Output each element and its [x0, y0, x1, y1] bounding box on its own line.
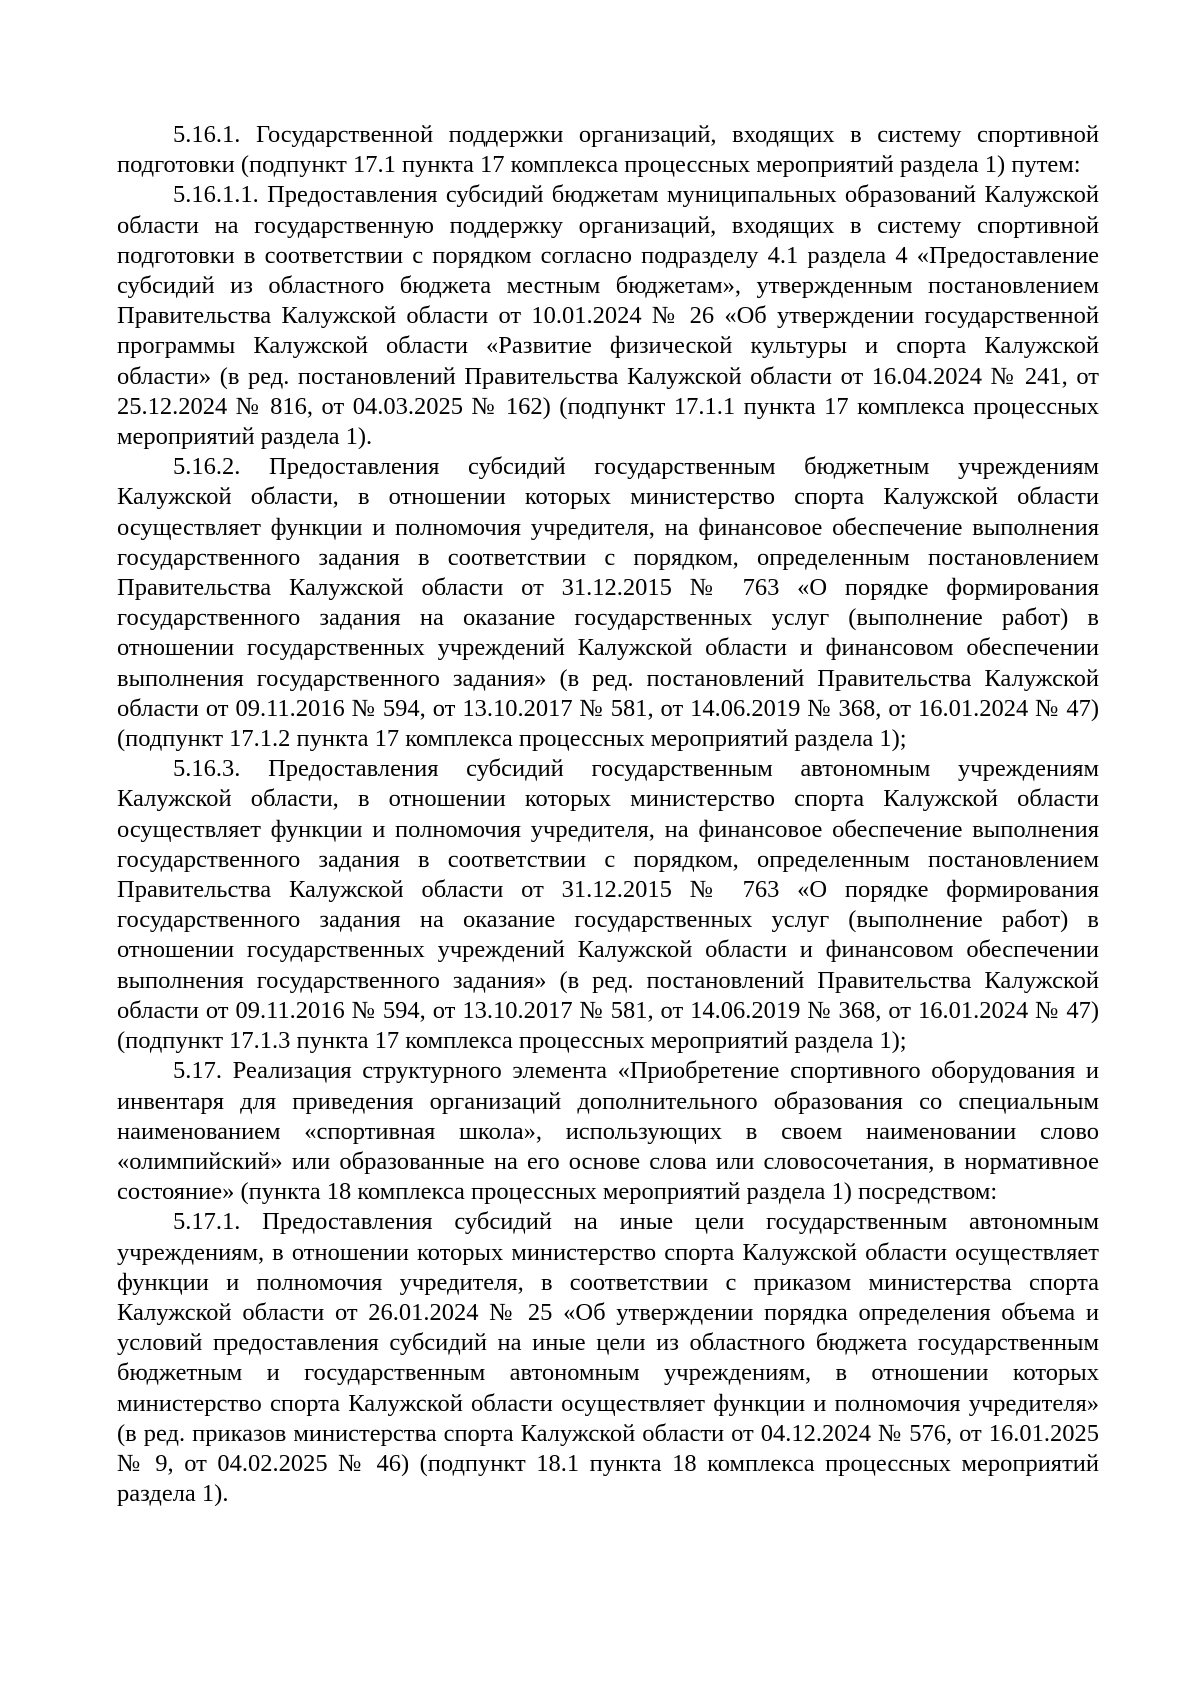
paragraph-5-16-3: 5.16.3. Предоставления субсидий государственным автономным учреждениям Калужской области, в отношении которых министерство спорта Калужской области осуществляет функции и полномочия учредителя, на финансовое обеспечение выполнения государственного задания в соответствии с порядком, определенным постановлением Правительства Калужской области от 31.12.2015 № 763 «О порядке формирования государственного задания на оказание государственных услуг (выполнение работ) в отношении государственных учреждений Калужской области и финансовом обеспечении выполнения государственного задания» (в ред. постановлений Правительства Калужской области от 09.11.2016 № 594, от 13.10.2017 № 581, от 14.06.2019 № 368, от 16.01.2024 № 47) (подпункт 17.1.3 пункта 17 комплекса процессных мероприятий раздела 1);	[117, 755, 1099, 1055]
paragraph-5-16-1: 5.16.1. Государственной поддержки организаций, входящих в систему спортивной подготовки (подпункт 17.1 пункта 17 комплекса процессных мероприятий раздела 1) путем:	[117, 121, 1099, 179]
paragraph-5-16-1-1: 5.16.1.1. Предоставления субсидий бюджетам муниципальных образований Калужской области на государственную поддержку организаций, входящих в систему спортивной подготовки в соответствии с порядком согласно подразделу 4.1 раздела 4 «Предоставление субсидий из областного бюджета местным бюджетам», утвержденным постановлением Правительства Калужской области от 10.01.2024 № 26 «Об утверждении государственной программы Калужской области «Развитие физической культуры и спорта Калужской области» (в ред. постановлений Правительства Калужской области от 16.04.2024 № 241, от 25.12.2024 № 816, от 04.03.2025 № 162) (подпункт 17.1.1 пункта 17 комплекса процессных мероприятий раздела 1).	[117, 181, 1099, 451]
paragraph-5-16-2: 5.16.2. Предоставления субсидий государственным бюджетным учреждениям Калужской области, в отношении которых министерство спорта Калужской области осуществляет функции и полномочия учредителя, на финансовое обеспечение выполнения государственного задания в соответствии с порядком, определенным постановлением Правительства Калужской области от 31.12.2015 № 763 «О порядке формирования государственного задания на оказание государственных услуг (выполнение работ) в отношении государственных учреждений Калужской области и финансовом обеспечении выполнения государственного задания» (в ред. постановлений Правительства Калужской области от 09.11.2016 № 594, от 13.10.2017 № 581, от 14.06.2019 № 368, от 16.01.2024 № 47) (подпункт 17.1.2 пункта 17 комплекса процессных мероприятий раздела 1);	[117, 453, 1099, 753]
paragraph-5-17: 5.17. Реализация структурного элемента «Приобретение спортивного оборудования и инвентаря для приведения организаций дополнительного образования со специальным наименованием «спортивная школа», использующих в своем наименовании слово «олимпийский» или образованные на его основе слова или словосочетания, в нормативное состояние» (пункта 18 комплекса процессных мероприятий раздела 1) посредством:	[117, 1057, 1099, 1206]
document-page	[117, 120, 1099, 1509]
paragraph-5-17-1: 5.17.1. Предоставления субсидий на иные цели государственным автономным учреждениям, в отношении которых министерство спорта Калужской области осуществляет функции и полномочия учредителя, в соответствии с приказом министерства спорта Калужской области от 26.01.2024 № 25 «Об утверждении порядка определения объема и условий предоставления субсидий на иные цели из областного бюджета государственным бюджетным и государственным автономным учреждениям, в отношении которых министерство спорта Калужской области осуществляет функции и полномочия учредителя» (в ред. приказов министерства спорта Калужской области от 04.12.2024 № 576, от 16.01.2025 № 9, от 04.02.2025 № 46) (подпункт 18.1 пункта 18 комплекса процессных мероприятий раздела 1).	[117, 1208, 1099, 1508]
